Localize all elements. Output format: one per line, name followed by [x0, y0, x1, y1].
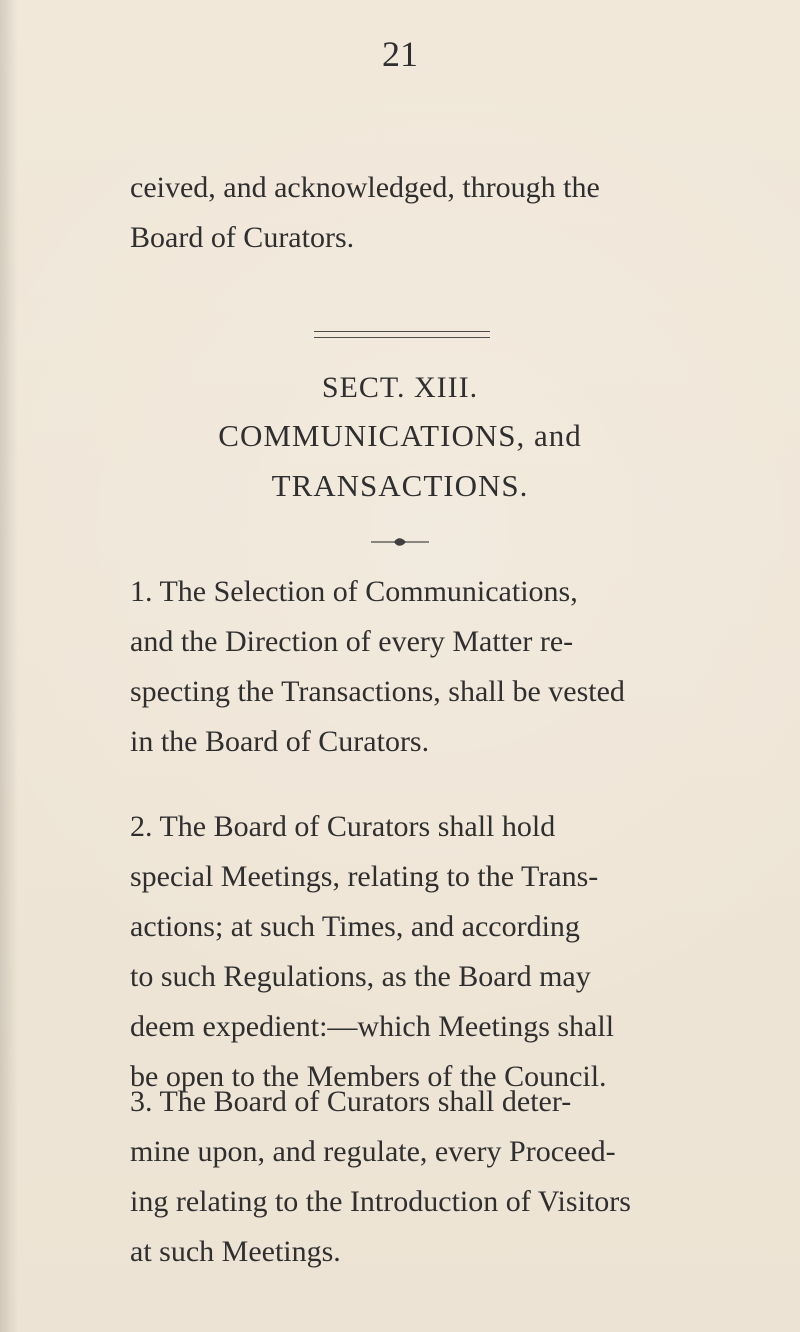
paragraph-1: 1. The Selection of Communications, and the Direction of every Matter re- specting the Transactions, shall be vested in the Board of Curators.	[130, 575, 625, 758]
page-edge-shadow	[0, 0, 18, 1332]
page-number: 21	[382, 34, 418, 74]
section-title: SECT. XIII.	[321, 371, 479, 404]
section-heading-line-2: TRANSACTIONS.	[271, 468, 529, 503]
paragraph-3: 3. The Board of Curators shall deter- mine upon, and regulate, every Proceed- ing relating to the Introduction of Visitors at such Meetings.	[130, 1085, 631, 1268]
ornament-divider	[371, 536, 429, 548]
section-rule-top	[314, 331, 490, 332]
intro-paragraph: ceived, and acknowledged, through the Board of Curators.	[130, 171, 600, 254]
section-heading-line-1: COMMUNICATIONS, and	[218, 418, 582, 453]
paragraph-2: 2. The Board of Curators shall hold special Meetings, relating to the Trans- actions; at such Times, and according to such Regulations, as the Board may deem expedient:—which Meetings shall be open to the Members of the Council.	[130, 810, 615, 1093]
section-rule-bottom	[314, 337, 490, 338]
